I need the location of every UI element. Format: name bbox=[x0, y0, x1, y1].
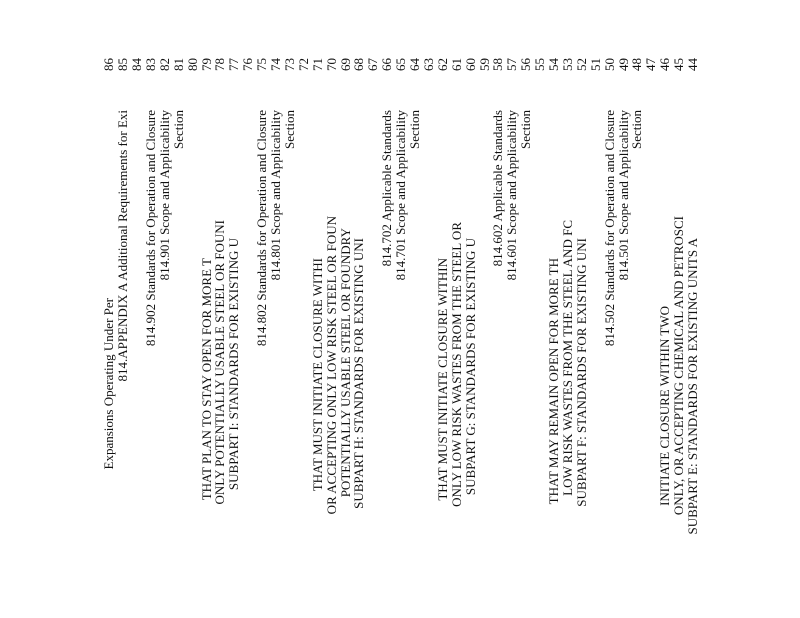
document-line-text: INITIATE CLOSURE WITHIN TWO bbox=[657, 306, 673, 506]
document-line-text: ONLY, OR ACCEPTING CHEMICAL AND PETROSCI bbox=[671, 216, 687, 516]
line-number: 46 bbox=[657, 58, 673, 71]
line-number: 63 bbox=[420, 58, 436, 71]
line-number: 78 bbox=[212, 58, 228, 71]
line-number: 74 bbox=[268, 58, 283, 71]
document-line-text: 814.501 Scope and Applicability bbox=[615, 110, 631, 281]
document-line-text: SUBPART I: STANDARDS FOR EXISTING U bbox=[226, 238, 242, 491]
line-number: 71 bbox=[309, 58, 325, 71]
document-line-text: THAT MUST INITIATE CLOSURE WITHIN bbox=[434, 258, 450, 501]
line-number: 86 bbox=[101, 58, 117, 71]
line-number: 70 bbox=[323, 58, 339, 71]
line-number: 80 bbox=[184, 58, 200, 71]
line-number: 77 bbox=[226, 58, 242, 71]
line-number: 57 bbox=[504, 58, 520, 71]
line-number: 53 bbox=[559, 58, 575, 71]
line-number: 59 bbox=[476, 58, 492, 71]
line-number: 69 bbox=[337, 58, 353, 71]
line-number: 65 bbox=[393, 58, 409, 71]
document-line-text: 814.602 Applicable Standards bbox=[490, 110, 506, 267]
line-number: 54 bbox=[546, 58, 561, 71]
line-number: 85 bbox=[115, 58, 131, 71]
line-number: 47 bbox=[643, 58, 659, 71]
document-line-text: 814.902 Standards for Operation and Closure bbox=[142, 110, 158, 347]
line-number: 60 bbox=[462, 58, 478, 71]
document-line-text: Section bbox=[629, 110, 645, 149]
document-line-text: 814.601 Scope and Applicability bbox=[504, 110, 520, 281]
line-number: 79 bbox=[198, 58, 214, 71]
line-number: 84 bbox=[129, 58, 144, 71]
line-number: 51 bbox=[587, 58, 603, 71]
line-number: 49 bbox=[615, 58, 631, 71]
document-line-text: SUBPART G: STANDARDS FOR EXISTING U bbox=[462, 238, 478, 496]
line-number: 44 bbox=[685, 58, 700, 71]
line-number: 67 bbox=[365, 58, 381, 71]
document-line-text: 814.701 Scope and Applicability bbox=[393, 110, 409, 281]
document-line-text: Section bbox=[281, 110, 297, 149]
line-number: 83 bbox=[142, 58, 158, 71]
line-number: 62 bbox=[434, 58, 450, 71]
document-line-text: Section bbox=[170, 110, 186, 149]
document-line-text: 814.702 Applicable Standards bbox=[379, 110, 395, 267]
line-number: 82 bbox=[156, 58, 172, 71]
document-line-text: SUBPART F: STANDARDS FOR EXISTING UNI bbox=[573, 238, 589, 507]
line-number: 50 bbox=[601, 58, 617, 71]
line-number: 45 bbox=[671, 58, 687, 71]
document-line-text: THAT MAY REMAIN OPEN FOR MORE TH bbox=[546, 258, 561, 505]
line-number: 68 bbox=[351, 58, 367, 71]
document-line-text: Section bbox=[407, 110, 422, 149]
document-line-text: ONLY POTENTIALLY USABLE STEEL OR FOUNI bbox=[212, 220, 228, 505]
document-line-text: POTENTIALLY USABLE STEEL OR FOUNDRY bbox=[337, 228, 353, 498]
document-line-text: THAT MUST INITIATE CLOSURE WITHI bbox=[309, 258, 325, 492]
document-line-text: 814.901 Scope and Applicability bbox=[156, 110, 172, 281]
document-line-text: THAT PLAN TO STAY OPEN FOR MORE T bbox=[198, 258, 214, 501]
document-line-text: OR ACCEPTING ONLY LOW RISK STEEL OR FOUN bbox=[323, 216, 339, 515]
document-line-text: 814.802 Standards for Operation and Closure bbox=[254, 110, 270, 347]
line-number: 56 bbox=[518, 58, 534, 71]
line-number: 73 bbox=[281, 58, 297, 71]
document-line-text: ONLY LOW RISK WASTES FROM THE STEEL OR bbox=[448, 222, 464, 507]
document-line-text: SUBPART E: STANDARDS FOR EXISTING UNITS A bbox=[685, 238, 700, 535]
document-line-text: 814.502 Standards for Operation and Closure bbox=[601, 110, 617, 347]
document-line-text: LOW RISK WASTES FROM THE STEEL AND FC bbox=[559, 220, 575, 496]
line-number: 75 bbox=[254, 58, 270, 71]
line-number: 64 bbox=[407, 58, 422, 71]
line-number: 76 bbox=[240, 58, 256, 71]
line-number: 58 bbox=[490, 58, 506, 71]
line-number: 72 bbox=[295, 58, 311, 71]
document-line-text: SUBPART H: STANDARDS FOR EXISTING UNI bbox=[351, 238, 367, 509]
line-number: 52 bbox=[573, 58, 589, 71]
document-line-text: 814.801 Scope and Applicability bbox=[268, 110, 283, 281]
document-line-text: 814.APPENDIX A Additional Requirements for Exi bbox=[115, 110, 131, 382]
line-number: 81 bbox=[170, 58, 186, 71]
line-number: 48 bbox=[629, 58, 645, 71]
line-number: 66 bbox=[379, 58, 395, 71]
line-number: 55 bbox=[532, 58, 548, 71]
document-line-text: Section bbox=[518, 110, 534, 149]
document-line-text: Expansions Operating Under Per bbox=[101, 298, 117, 470]
line-number: 61 bbox=[448, 58, 464, 71]
